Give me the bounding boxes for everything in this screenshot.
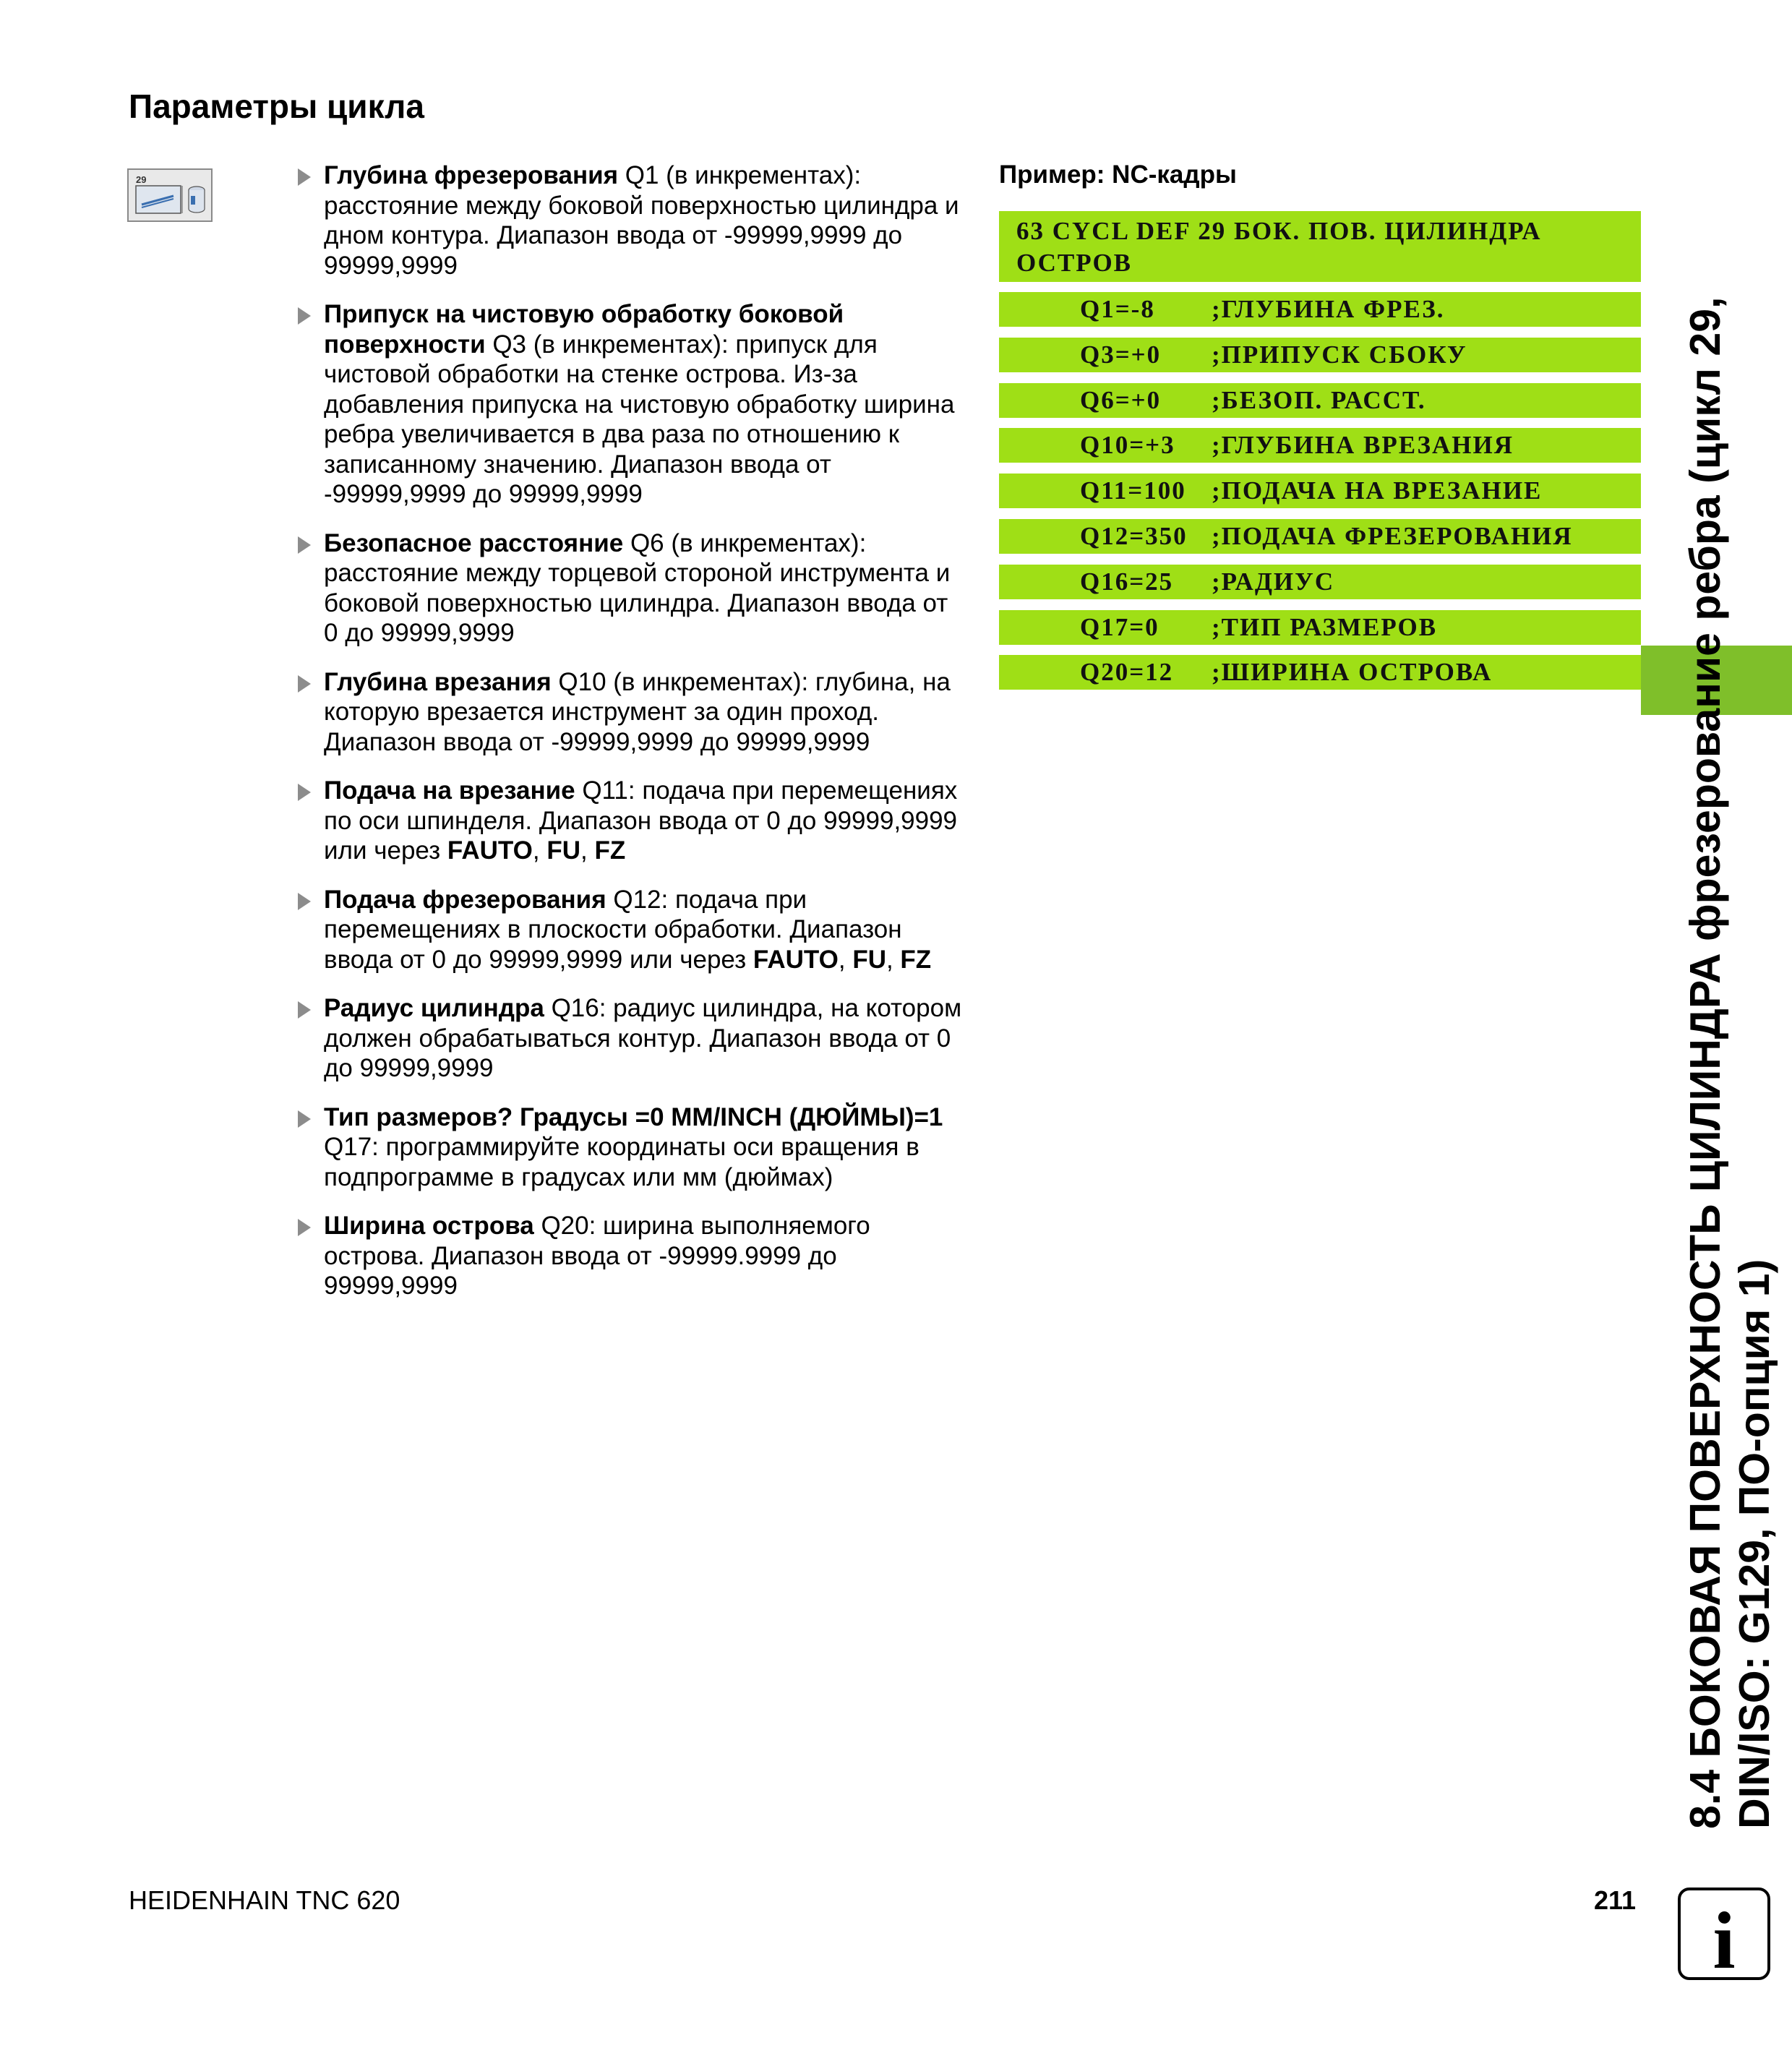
nc-line xyxy=(999,610,1641,645)
param-description: Q11: подача при перемещениях по оси шпинделя. Диапазон ввода от 0 до 99999,9999 или через xyxy=(324,776,958,865)
bullet-arrow-icon xyxy=(298,1219,311,1236)
feed-option-fz: FZ xyxy=(900,945,932,974)
nc-param: Q20=12 xyxy=(1080,658,1174,687)
param-name: Радиус цилиндра xyxy=(324,994,544,1022)
feed-option-fu: FU xyxy=(852,945,886,974)
param-description: Q12: подача при перемещениях в плоскости обработки. Диапазон ввода от 0 до 99999,9999 или через xyxy=(324,885,902,974)
bullet-arrow-icon xyxy=(298,168,311,186)
bullet-arrow-icon xyxy=(298,1001,311,1019)
param-q12 xyxy=(298,885,966,975)
cycle-number-label: 29 xyxy=(136,174,147,185)
param-name: Глубина фрезерования xyxy=(324,161,619,189)
param-description: Q1 (в инкрементах): расстояние между боковой поверхностью цилиндра и дном контура. Диапазон ввода от -99999,9999 до 99999,9999 xyxy=(324,161,959,280)
nc-line xyxy=(999,383,1641,418)
param-q6 xyxy=(298,528,966,648)
nc-line xyxy=(999,292,1641,327)
info-glyph: i xyxy=(1712,1896,1736,1981)
info-icon xyxy=(1677,1887,1771,1981)
nc-param: Q17=0 xyxy=(1080,612,1159,641)
feed-option-fu: FU xyxy=(546,836,580,865)
side-title-line-1: 8.4 БОКОВАЯ ПОВЕРХНОСТЬ ЦИЛИНДРА фрезерование ребра (цикл 29, xyxy=(1681,296,1729,1829)
bullet-arrow-icon xyxy=(298,1110,311,1128)
nc-cycle-def-text: 63 CYCL DEF 29 БОК. ПОВ. ЦИЛИНДРА xyxy=(1016,217,1542,245)
nc-comment: ;ТИП РАЗМЕРОВ xyxy=(1212,612,1438,641)
bullet-arrow-icon xyxy=(298,307,311,325)
param-description: Q3 (в инкрементах): припуск для чистовой обработки на стенке острова. Из-за добавления припуска на чистовую обработку ширина ребра увеличивается в два раза по отношению к записанному значению. Диапазон ввода от -99999,9999 до 99999,9999 xyxy=(324,330,955,508)
separator: , xyxy=(580,836,595,865)
param-name: Тип размеров? Градусы =0 MM/INCH (ДЮЙМЫ)=1 xyxy=(324,1102,943,1131)
param-q11 xyxy=(298,776,966,866)
nc-comment: ;ГЛУБИНА ВРЕЗАНИЯ xyxy=(1212,431,1514,460)
param-description: Q10 (в инкрементах): глубина, на которую врезается инструмент за один проход. Диапазон ввода от -99999,9999 до 99999,9999 xyxy=(324,667,951,756)
bullet-arrow-icon xyxy=(298,893,311,910)
param-name: Ширина острова xyxy=(324,1212,534,1240)
param-q1 xyxy=(298,160,966,280)
nc-comment: ;БЕЗОП. РАССТ. xyxy=(1212,385,1426,414)
feed-option-fz: FZ xyxy=(594,836,626,865)
param-name: Подача на врезание xyxy=(324,776,575,805)
nc-param: Q11=100 xyxy=(1080,476,1186,505)
param-description: Q17: программируйте координаты оси вращения в подпрограмме в градусах или мм (дюймах) xyxy=(324,1133,919,1191)
nc-line xyxy=(999,565,1641,599)
nc-line xyxy=(999,338,1641,372)
nc-code-block xyxy=(999,211,1641,700)
nc-comment: ;ПОДАЧА НА ВРЕЗАНИЕ xyxy=(1212,476,1543,505)
param-name: Припуск на чистовую обработку боковой поверхности xyxy=(324,300,844,359)
param-q10 xyxy=(298,667,966,758)
nc-comment: ;РАДИУС xyxy=(1212,567,1335,596)
example-title: Пример: NC-кадры xyxy=(999,160,1237,189)
param-description: Q16: радиус цилиндра, на котором должен обрабатываться контур. Диапазон ввода от 0 до 99999,9999 xyxy=(324,994,962,1082)
param-name: Глубина врезания xyxy=(324,667,552,696)
nc-cycle-def-line xyxy=(999,211,1641,282)
param-description: Q6 (в инкрементах): расстояние между торцевой стороной инструмента и боковой поверхностью цилиндра. Диапазон ввода от 0 до 99999,9999 xyxy=(324,528,951,647)
nc-line xyxy=(999,428,1641,463)
cycle-29-icon xyxy=(127,168,213,222)
separator: , xyxy=(838,945,853,974)
param-description: Q20: ширина выполняемого острова. Диапазон ввода от -99999.9999 до 99999,9999 xyxy=(324,1212,870,1300)
nc-param: Q10=+3 xyxy=(1080,431,1175,460)
nc-line xyxy=(999,655,1641,690)
feed-option-fauto: FAUTO xyxy=(447,836,533,865)
separator: , xyxy=(532,836,547,865)
feed-option-fauto: FAUTO xyxy=(753,945,839,974)
nc-line xyxy=(999,474,1641,508)
nc-cycle-def-text-cont: ОСТРОВ xyxy=(1016,249,1133,277)
nc-param: Q3=+0 xyxy=(1080,340,1162,369)
parameter-list xyxy=(298,160,966,1320)
param-q20 xyxy=(298,1211,966,1301)
param-q3 xyxy=(298,299,966,510)
nc-param: Q6=+0 xyxy=(1080,385,1162,414)
nc-comment: ;ПОДАЧА ФРЕЗЕРОВАНИЯ xyxy=(1212,521,1573,550)
separator: , xyxy=(886,945,901,974)
side-title-line-2: DIN/ISO: G129, ПО-опция 1) xyxy=(1731,1259,1778,1829)
nc-param: Q16=25 xyxy=(1080,567,1174,596)
nc-comment: ;ГЛУБИНА ФРЕЗ. xyxy=(1212,295,1445,323)
nc-param: Q1=-8 xyxy=(1080,295,1155,323)
nc-comment: ;ПРИПУСК СБОКУ xyxy=(1212,340,1467,369)
bullet-arrow-icon xyxy=(298,536,311,554)
side-section-title xyxy=(1681,58,1779,1829)
param-name: Подача фрезерования xyxy=(324,885,606,914)
page-title: Параметры цикла xyxy=(129,87,424,125)
nc-line xyxy=(999,519,1641,554)
footer-product: HEIDENHAIN TNC 620 xyxy=(129,1885,400,1915)
page-number: 211 xyxy=(1594,1885,1637,1915)
nc-comment: ;ШИРИНА ОСТРОВА xyxy=(1212,658,1493,687)
param-q16 xyxy=(298,993,966,1084)
param-q17 xyxy=(298,1102,966,1193)
bullet-arrow-icon xyxy=(298,675,311,693)
bullet-arrow-icon xyxy=(298,784,311,801)
param-name: Безопасное расстояние xyxy=(324,528,624,557)
nc-param: Q12=350 xyxy=(1080,521,1188,550)
